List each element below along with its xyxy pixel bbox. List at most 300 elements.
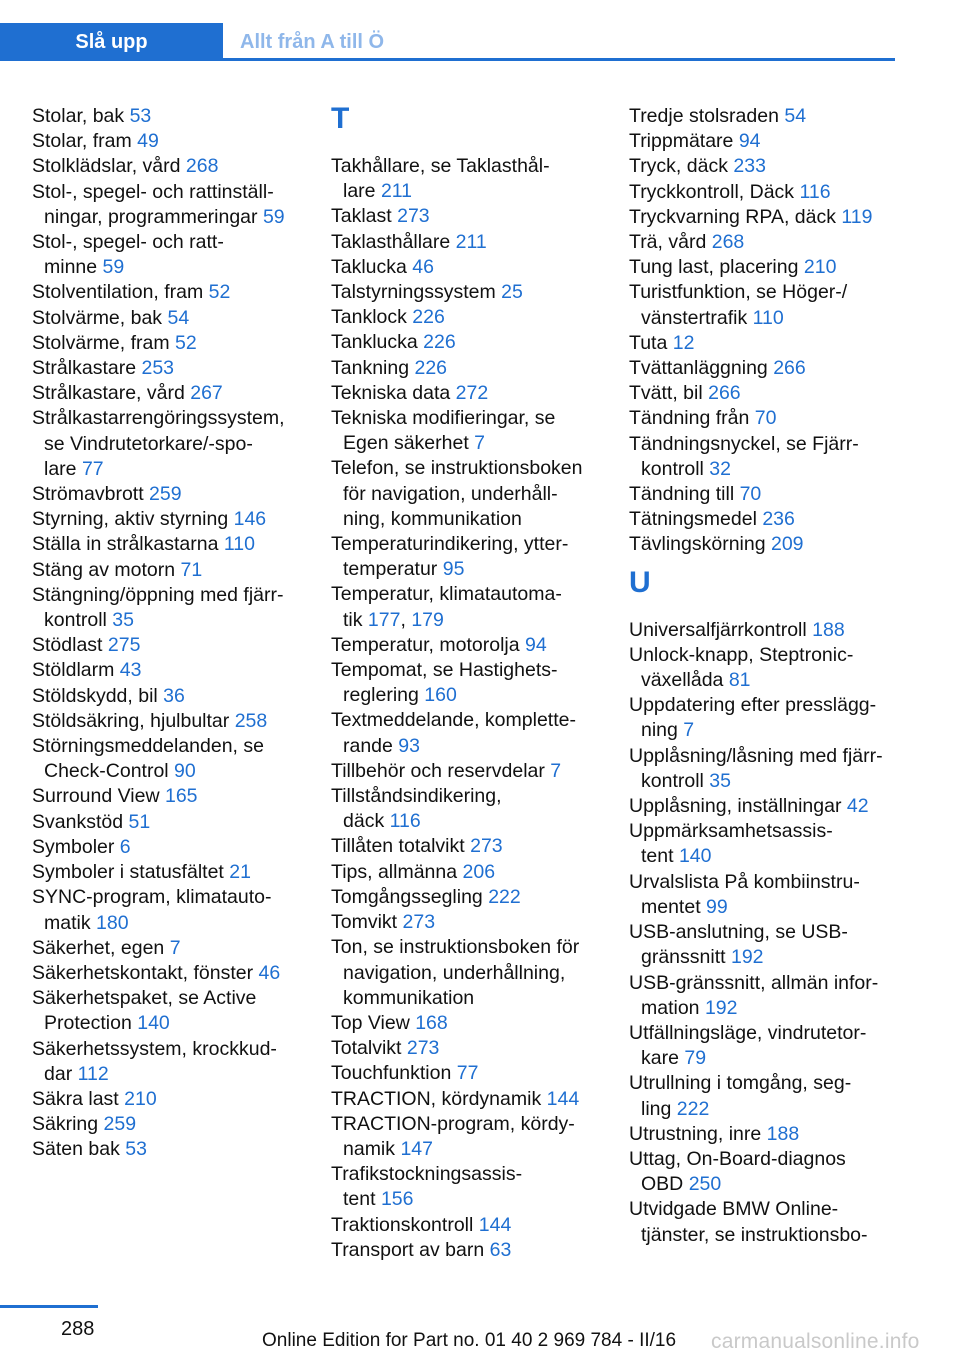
- index-entry: [32, 356, 322, 381]
- index-column-2: [331, 104, 621, 1263]
- index-entry: [629, 432, 919, 482]
- page-link[interactable]: 42: [846, 795, 869, 818]
- page-link[interactable]: 6: [119, 835, 131, 858]
- page-link[interactable]: 52: [208, 281, 231, 304]
- index-entry-text: Tändning till: [629, 483, 740, 506]
- index-entry: [629, 331, 919, 356]
- index-entry: [32, 1037, 322, 1087]
- index-entry: [629, 819, 919, 869]
- index-entry: [32, 835, 322, 860]
- index-entry: [32, 860, 322, 885]
- index-entry: [32, 709, 322, 734]
- page-link[interactable]: 226: [412, 306, 445, 329]
- index-entry-text: Universalfjärrkontroll: [629, 618, 813, 641]
- index-entry: [32, 986, 322, 1036]
- index-entry: [629, 971, 919, 1021]
- page-link[interactable]: 99: [706, 895, 728, 918]
- page-link[interactable]: 94: [738, 130, 761, 153]
- index-entry: [331, 784, 621, 834]
- page-link[interactable]: 168: [415, 1011, 448, 1034]
- index-entry-text: ningar, programmeringar: [44, 205, 263, 228]
- page-link[interactable]: 275: [107, 634, 141, 657]
- index-entry: [331, 330, 621, 355]
- index-entry-text: Stöldskydd, bil: [32, 684, 164, 707]
- page-link[interactable]: 259: [103, 1113, 137, 1136]
- index-entry: [629, 482, 919, 507]
- index-entry: [629, 532, 919, 557]
- page-link[interactable]: 63: [489, 1238, 512, 1261]
- index-entry: [629, 180, 919, 205]
- index-entry: [629, 643, 919, 693]
- page-link[interactable]: 77: [456, 1062, 479, 1085]
- page-link[interactable]: 116: [799, 180, 831, 203]
- page-link[interactable]: 7: [474, 432, 486, 455]
- index-entry: [629, 255, 919, 280]
- index-entry-text: Taklucka: [331, 255, 413, 278]
- index-entry: [331, 1087, 621, 1112]
- page-link[interactable]: 35: [709, 769, 731, 792]
- index-entry: [331, 935, 621, 1011]
- index-entry-text: Strålkastarrengöringssystem,: [32, 407, 285, 430]
- index-entry-text: Transport av barn: [331, 1238, 490, 1261]
- page-link[interactable]: 259: [149, 483, 182, 506]
- index-entry-text: matik: [44, 911, 97, 934]
- watermark: carmanualsonline.info: [711, 1330, 920, 1353]
- page-link[interactable]: 267: [190, 382, 223, 405]
- index-entry-text: mentet: [641, 895, 707, 918]
- index-entry: [32, 633, 322, 658]
- page-link[interactable]: 46: [412, 255, 434, 278]
- index-entry-text: dar: [44, 1062, 78, 1085]
- index-entry-text: kontroll: [641, 769, 710, 792]
- index-entry-text: Uppmärksamhetsassis-: [629, 820, 833, 843]
- page-link[interactable]: 35: [112, 609, 134, 632]
- page-link[interactable]: 59: [262, 205, 285, 228]
- page-link[interactable]: 222: [676, 1097, 710, 1120]
- footer-rule: [0, 1305, 98, 1308]
- index-entry-text: Tryck, däck: [629, 155, 734, 178]
- index-entry-text: Top View: [331, 1011, 416, 1034]
- index-entry-text: tent: [641, 845, 679, 868]
- index-entry-text: Stängning/öppning med fjärr-: [32, 583, 284, 606]
- index-entry: [331, 406, 621, 456]
- index-entry-text: Egen säkerhet: [343, 432, 475, 455]
- index-entry: [32, 684, 322, 709]
- index-entry: [32, 180, 322, 230]
- index-entry: [331, 255, 621, 280]
- page-link[interactable]: 140: [137, 1012, 170, 1035]
- tab-allt-fran-a-till-o[interactable]: Allt från A till Ö: [223, 23, 895, 58]
- index-entry-text: Tillåten totalvikt: [331, 835, 471, 858]
- index-entry-text: ning, kommunikation: [343, 507, 522, 530]
- index-entry-text: Strålkastare, vård: [32, 382, 191, 405]
- index-entry: [331, 381, 621, 406]
- page-link[interactable]: 266: [708, 382, 741, 405]
- index-entry-text: gränssnitt: [641, 946, 731, 969]
- index-entry: [32, 1112, 322, 1137]
- index-entry: [629, 381, 919, 406]
- index-entry: [32, 482, 322, 507]
- index-entry: [32, 961, 322, 986]
- page-link[interactable]: 94: [525, 633, 547, 656]
- page-link[interactable]: 140: [678, 845, 712, 868]
- index-entry: [32, 280, 322, 305]
- index-entry-text: tik: [343, 608, 368, 631]
- index-entry-text: Protection: [44, 1012, 138, 1035]
- index-entry: [629, 129, 919, 154]
- index-entry-text: Tändningsnyckel, se Fjärr-: [629, 432, 859, 455]
- page-link[interactable]: 188: [766, 1122, 800, 1145]
- index-entry-text: kare: [641, 1047, 685, 1070]
- index-entry: [331, 1036, 621, 1061]
- index-entry-text: Stolar, bak: [32, 105, 130, 127]
- page-number: 288: [61, 1318, 95, 1340]
- header-tabbar: [0, 23, 895, 61]
- index-entry-text: Upplåsning, inställningar: [629, 795, 847, 818]
- page-link[interactable]: 119: [841, 205, 873, 228]
- index-entry-text: reglering: [343, 684, 425, 707]
- page-link[interactable]: 180: [96, 911, 129, 934]
- page-link[interactable]: 53: [125, 1138, 147, 1161]
- page-link[interactable]: 268: [711, 231, 745, 254]
- page-link[interactable]: 206: [462, 860, 496, 883]
- page-link[interactable]: 7: [683, 719, 695, 742]
- index-entry: [629, 920, 919, 970]
- index-entry: [32, 306, 322, 331]
- index-entry-text: TRACTION, kördynamik: [331, 1087, 547, 1110]
- page-link[interactable]: 81: [728, 669, 751, 692]
- index-entry: [629, 356, 919, 381]
- index-entry-text: Tredje stolsraden: [629, 105, 785, 127]
- page-link[interactable]: 250: [688, 1173, 722, 1196]
- index-entry-text: Stödlast: [32, 634, 108, 657]
- index-entry-text: temperatur: [343, 558, 443, 581]
- index-entry-text: se Vindrutetorkare/-spo-: [44, 432, 253, 455]
- page-link[interactable]: 53: [129, 105, 152, 127]
- index-entry-text: tent: [343, 1188, 381, 1211]
- index-entry-text: kommunikation: [343, 986, 475, 1009]
- index-entry-text: navigation, underhållning,: [343, 961, 566, 984]
- index-entry-text: Taklasthållare: [331, 230, 456, 253]
- page-link[interactable]: 52: [175, 331, 197, 354]
- index-entry-text: Urvalslista På kombiinstru-: [629, 870, 860, 893]
- index-entry-text: Symboler i statusfältet: [32, 861, 230, 884]
- tab-sla-upp[interactable]: [0, 23, 223, 61]
- page-link[interactable]: 46: [258, 961, 281, 984]
- index-entry-text: Unlock-knapp, Steptronic-: [629, 643, 854, 666]
- index-entry-text: Strömavbrott: [32, 483, 150, 506]
- page-link[interactable]: 192: [730, 946, 764, 969]
- index-entry: [629, 1197, 919, 1247]
- index-entry-text: Taklast: [331, 205, 398, 228]
- index-entry-text: Stöldsäkring, hjulbultar: [32, 709, 235, 732]
- page-link[interactable]: 210: [124, 1087, 157, 1110]
- index-entry-text: Säkring: [32, 1113, 104, 1136]
- index-entry-text: Upplåsning/låsning med fjärr-: [629, 744, 883, 767]
- index-entry: [331, 910, 621, 935]
- page-link[interactable]: 77: [81, 457, 104, 480]
- index-entry-text: Tvätt, bil: [629, 382, 709, 405]
- page-link[interactable]: 95: [442, 558, 465, 581]
- page-link[interactable]: 211: [455, 230, 487, 253]
- page-link[interactable]: 32: [709, 457, 731, 480]
- index-entry-text: Telefon, se instruktionsboken: [331, 457, 583, 480]
- page-link[interactable]: 177: [367, 608, 401, 631]
- index-entry-text: Stol-, spegel- och ratt-: [32, 231, 224, 254]
- index-entry-text: SYNC-program, klimatauto-: [32, 886, 272, 909]
- page-link[interactable]: 160: [424, 684, 457, 707]
- page-link[interactable]: 226: [414, 356, 448, 379]
- index-entry: [32, 810, 322, 835]
- page-link[interactable]: 144: [478, 1213, 512, 1236]
- section-gap: [331, 141, 621, 154]
- section-letter: T: [331, 102, 350, 135]
- page-link[interactable]: 211: [380, 180, 413, 203]
- index-entry-text: Tomgångssegling: [331, 885, 489, 908]
- index-entry-text: Tuta: [629, 331, 673, 354]
- index-entry-text: Stöldlarm: [32, 659, 120, 682]
- index-entry: [629, 870, 919, 920]
- index-entry: [32, 406, 322, 482]
- index-entry-text: Tillståndsindikering,: [331, 785, 502, 808]
- index-entry-text: kontroll: [44, 609, 113, 632]
- index-entry-text: Ställa in strålkastarna: [32, 533, 224, 556]
- page-link[interactable]: 54: [784, 105, 807, 127]
- page-link[interactable]: 116: [389, 810, 421, 833]
- page-link[interactable]: 179: [411, 608, 444, 631]
- page-link[interactable]: 112: [77, 1062, 109, 1085]
- index-entry-text: Trafikstockningsassis-: [331, 1163, 523, 1186]
- index-entry: [32, 885, 322, 935]
- index-entry-text: Svankstöd: [32, 810, 129, 833]
- index-entry-text: Tätningsmedel: [629, 508, 763, 531]
- page-link[interactable]: 209: [770, 533, 804, 556]
- page-link[interactable]: 273: [402, 911, 436, 934]
- index-entry: [32, 129, 322, 154]
- index-entry: [32, 936, 322, 961]
- index-entry-text: Talstyrningssystem: [331, 281, 502, 304]
- index-entry: [32, 104, 322, 129]
- index-entry-text: Turistfunktion, se Höger-/: [629, 281, 848, 304]
- index-entry: [331, 356, 621, 381]
- index-entry-text: däck: [343, 810, 390, 833]
- index-entry-text: Trä, vård: [629, 231, 712, 254]
- index-entry-text: Check-Control: [44, 760, 175, 783]
- index-entry: [629, 794, 919, 819]
- index-entry: [331, 834, 621, 859]
- index-entry: [32, 784, 322, 809]
- index-entry-text: Stolvärme, bak: [32, 306, 168, 329]
- page-link[interactable]: 146: [233, 508, 267, 531]
- index-entry-text: för navigation, underhåll-: [343, 482, 558, 505]
- index-entry-text: Stäng av motorn: [32, 558, 181, 581]
- page-link[interactable]: 93: [398, 734, 420, 757]
- page-link[interactable]: 59: [102, 256, 125, 279]
- index-entry: [331, 204, 621, 229]
- index-entry: [32, 1137, 322, 1162]
- index-entry: [331, 1061, 621, 1086]
- index-entry-text: Touchfunktion: [331, 1062, 457, 1085]
- index-entry: [331, 1112, 621, 1162]
- index-entry-text: namik: [343, 1137, 401, 1160]
- index-entry-text: Tryckkontroll, Däck: [629, 180, 800, 203]
- index-entry-text: Tävlingskörning: [629, 533, 771, 556]
- edition-note: Online Edition for Part no. 01 40 2 969 784 - II/16: [262, 1330, 677, 1351]
- index-entry: [331, 456, 621, 532]
- index-entry-text: Säkra last: [32, 1087, 125, 1110]
- index-entry-text: Stolventilation, fram: [32, 281, 209, 304]
- page-link[interactable]: 273: [397, 205, 430, 228]
- page-link[interactable]: 226: [423, 331, 456, 354]
- index-entry: [331, 708, 621, 758]
- index-entry-text: Ton, se instruktionsboken för: [331, 936, 580, 959]
- index-entry-text: Traktionskontroll: [331, 1213, 479, 1236]
- index-entry-text: Tvättanläggning: [629, 357, 774, 380]
- index-entry: [629, 230, 919, 255]
- index-entry: [629, 104, 919, 129]
- page-link[interactable]: 272: [455, 381, 489, 404]
- page-link[interactable]: 36: [163, 684, 185, 707]
- index-entry-text: Temperatur, motorolja: [331, 633, 526, 656]
- page-link[interactable]: 192: [704, 996, 738, 1019]
- page-link[interactable]: 147: [400, 1137, 433, 1160]
- page-link[interactable]: 70: [754, 407, 777, 430]
- page-link[interactable]: 266: [773, 357, 806, 380]
- index-entry-text: lare: [343, 180, 381, 203]
- page-link[interactable]: 7: [550, 759, 562, 782]
- index-entry-text: Tryckvarning RPA, däck: [629, 205, 842, 228]
- index-entry-text: Tanklucka: [331, 331, 424, 354]
- page-link[interactable]: 144: [546, 1087, 580, 1110]
- index-entry-text: Störningsmeddelanden, se: [32, 735, 264, 758]
- index-entry-text: vänstertrafik: [641, 306, 753, 329]
- index-entry: [629, 618, 919, 643]
- index-entry-text: rande: [343, 734, 399, 757]
- index-entry: [331, 759, 621, 784]
- page-link[interactable]: 222: [488, 885, 521, 908]
- index-entry-text: Utrustning, inre: [629, 1122, 767, 1145]
- index-entry: [629, 205, 919, 230]
- page-link[interactable]: 90: [174, 760, 196, 783]
- index-entry-text: Tanklock: [331, 306, 413, 329]
- index-entry: [32, 507, 322, 532]
- index-entry: [331, 230, 621, 255]
- index-entry-text: Säkerhet, egen: [32, 936, 170, 959]
- index-entry-text: Symboler: [32, 835, 120, 858]
- index-entry: [331, 532, 621, 582]
- section-gap: [629, 605, 919, 618]
- index-entry: [629, 744, 919, 794]
- page-link[interactable]: 79: [684, 1047, 707, 1070]
- page-link[interactable]: 268: [185, 155, 219, 178]
- page-link[interactable]: 165: [164, 785, 198, 808]
- index-entry: [331, 1162, 621, 1212]
- index-entry: [629, 1147, 919, 1197]
- index-entry: [331, 305, 621, 330]
- index-entry: [32, 331, 322, 356]
- page-link[interactable]: 273: [406, 1037, 440, 1060]
- index-entry-text: Uttag, On-Board-diagnos: [629, 1147, 846, 1170]
- index-entry-text: Trippmätare: [629, 130, 739, 153]
- index-entry-text: USB-anslutning, se USB-: [629, 921, 848, 944]
- index-entry-text: Tempomat, se Hastighets-: [331, 659, 558, 682]
- index-entry-text: Styrning, aktiv styrning: [32, 508, 234, 531]
- index-entry: [629, 406, 919, 431]
- index-entry: [32, 532, 322, 557]
- index-entry-text: Tips, allmänna: [331, 860, 463, 883]
- index-entry-text: mation: [641, 996, 705, 1019]
- page-link[interactable]: 51: [128, 810, 151, 833]
- index-entry: [629, 693, 919, 743]
- index-entry: [32, 658, 322, 683]
- index-entry-text: Stolklädslar, vård: [32, 155, 186, 178]
- index-entry: [331, 658, 621, 708]
- index-entry: [32, 230, 322, 280]
- index-entry-text: Textmeddelande, komplette-: [331, 709, 576, 732]
- page-link[interactable]: 25: [501, 281, 523, 304]
- index-entry: [32, 583, 322, 633]
- page-separator: ,: [400, 608, 412, 631]
- index-entry: [32, 1087, 322, 1112]
- index-entry-text: Tillbehör och reservdelar: [331, 759, 551, 782]
- page-link[interactable]: 71: [180, 558, 203, 581]
- page-link[interactable]: 236: [762, 508, 795, 531]
- index-entry-text: Utrullning i tomgång, seg-: [629, 1072, 852, 1095]
- page-link[interactable]: 253: [141, 357, 175, 380]
- index-entry-text: ling: [641, 1097, 677, 1120]
- index-entry-text: Takhållare, se Taklasthål-: [331, 155, 550, 177]
- tab-sla-upp-label: Slå upp: [75, 31, 148, 53]
- index-entry-text: Stolvärme, fram: [32, 331, 176, 354]
- page-link[interactable]: 43: [119, 659, 142, 682]
- index-entry-text: Temperatur, klimatautoma-: [331, 583, 562, 606]
- index-entry-text: Utvidgade BMW Online-: [629, 1198, 839, 1221]
- page-link[interactable]: 12: [672, 331, 695, 354]
- page-link[interactable]: 49: [137, 130, 159, 153]
- page-link[interactable]: 110: [223, 533, 255, 556]
- page-link[interactable]: 210: [803, 256, 837, 279]
- index-entry: [32, 154, 322, 179]
- index-entry-text: Stol-, spegel- och rattinställ-: [32, 180, 274, 203]
- page-link[interactable]: 21: [229, 861, 251, 884]
- page-link[interactable]: 156: [380, 1188, 414, 1211]
- page-link[interactable]: 54: [167, 306, 190, 329]
- page-link[interactable]: 188: [812, 618, 845, 641]
- index-column-1: [32, 104, 322, 1163]
- index-entry: [331, 280, 621, 305]
- index-entry-text: Utfällningsläge, vindrutetor-: [629, 1021, 867, 1044]
- index-entry-text: Säkerhetssystem, krockkud-: [32, 1037, 277, 1060]
- index-entry-text: Stolar, fram: [32, 130, 138, 153]
- index-entry: [331, 633, 621, 658]
- page-link[interactable]: 70: [739, 483, 762, 506]
- page-link[interactable]: 258: [234, 709, 268, 732]
- section-letter: U: [629, 565, 651, 599]
- index-entry: [629, 507, 919, 532]
- page-link[interactable]: 233: [733, 155, 766, 178]
- index-entry: [331, 860, 621, 885]
- index-entry-text: Strålkastare: [32, 357, 142, 380]
- page-link[interactable]: 273: [470, 835, 503, 858]
- index-entry-text: Säten bak: [32, 1138, 126, 1161]
- index-entry: [331, 1213, 621, 1238]
- index-entry: [629, 1071, 919, 1121]
- page-link[interactable]: 7: [169, 936, 181, 959]
- index-entry-text: kontroll: [641, 457, 710, 480]
- page-link[interactable]: 110: [752, 306, 784, 329]
- index-entry-text: Säkerhetspaket, se Active: [32, 987, 257, 1010]
- index-entry: [32, 734, 322, 784]
